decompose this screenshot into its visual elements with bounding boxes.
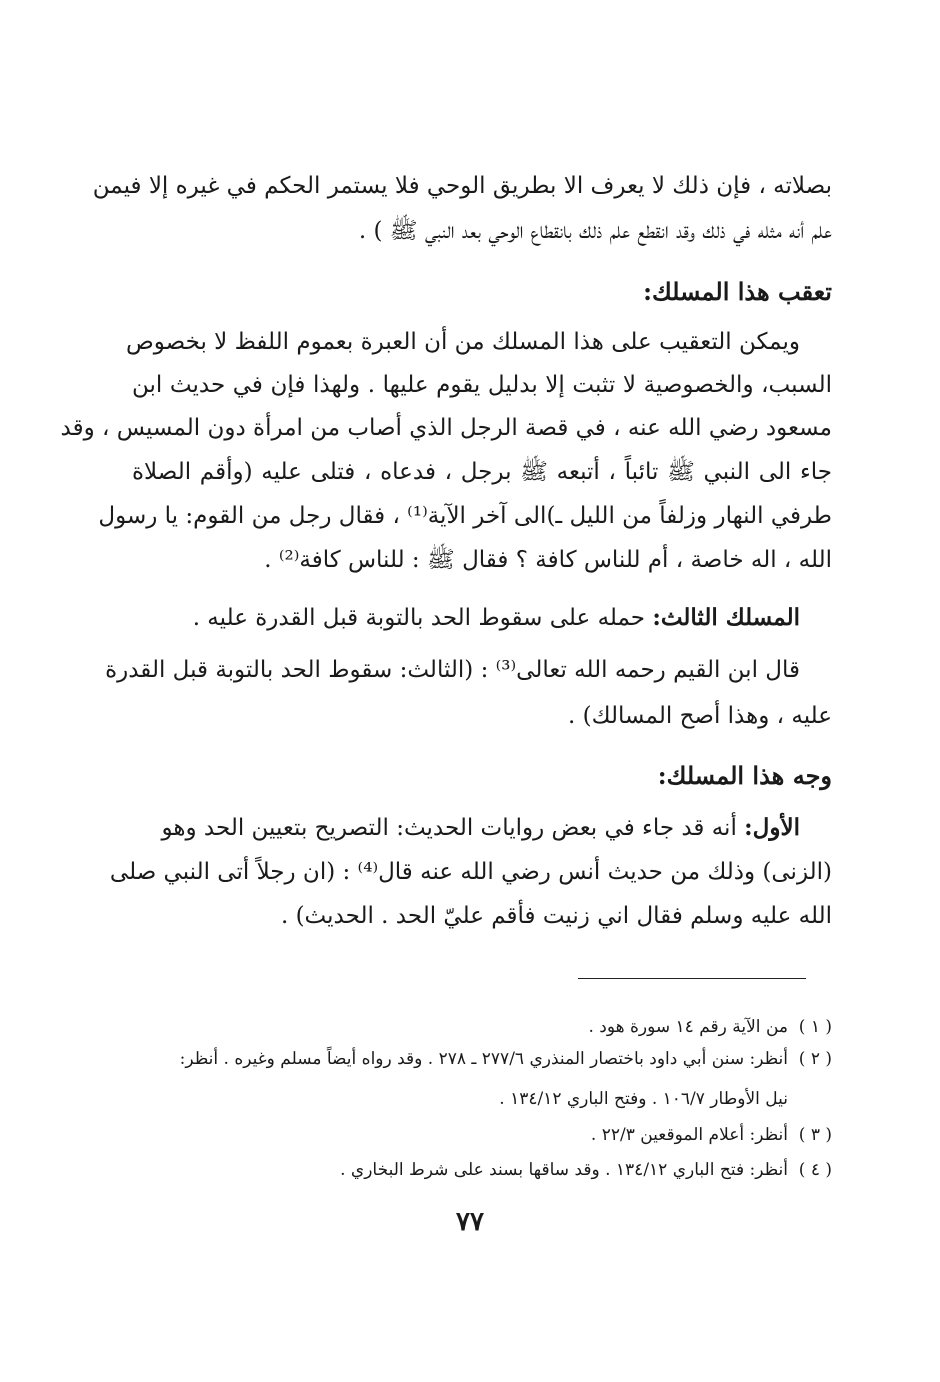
body-text-line: طرفي النهار وزلفاً من الليل ـ)الى آخر الآية⁽¹⁾ ، فقال رجل من القوم: يا رسول bbox=[98, 503, 832, 529]
footnote bbox=[132, 1155, 832, 1185]
body-text-line: بصلاته ، فإن ذلك لا يعرف الا بطريق الوحي فلا يستمر الحكم في غيره إلا فيمن bbox=[92, 173, 832, 199]
footnote bbox=[132, 1012, 832, 1042]
body-text-line bbox=[132, 598, 800, 638]
inline-text: حمله على سقوط الحد بالتوبة قبل القدرة عليه . bbox=[192, 605, 653, 631]
body-text-line: السبب، والخصوصية لا تثبت إلا بدليل يقوم عليها . ولهذا فإن في حديث ابن bbox=[132, 372, 832, 398]
page-number: ٧٧ bbox=[456, 1207, 484, 1237]
footnote-number: ( ١ ) bbox=[798, 1017, 832, 1037]
body-text-line: الله عليه وسلم فقال اني زنيت فأقم عليّ الحد . الحديث) . bbox=[280, 903, 832, 929]
footnote bbox=[132, 1120, 832, 1150]
footnote-text: من الآية رقم ١٤ سورة هود . bbox=[588, 1017, 788, 1037]
body-text-line: (الزنى) وذلك من حديث أنس رضي الله عنه قال⁽⁴⁾ : (ان رجلاً أتى النبي صلى bbox=[109, 859, 832, 885]
footnote-number: ( ٢ ) bbox=[798, 1049, 832, 1069]
body-text-line: عليه ، وهذا أصح المسالك) . bbox=[568, 703, 832, 729]
footnote-number: ( ٤ ) bbox=[798, 1160, 832, 1180]
section-heading: وجه هذا المسلك: bbox=[657, 761, 832, 790]
footnote-text: أنظر: أعلام الموقعين ٢٢/٣ . bbox=[590, 1125, 788, 1145]
inline-label: المسلك الثالث: bbox=[652, 604, 800, 631]
footnote-text: أنظر: فتح الباري ١٣٤/١٢ . وقد ساقها بسند على شرط البخاري . bbox=[340, 1160, 788, 1180]
body-text-line bbox=[132, 808, 800, 848]
body-text-line: ويمكن التعقيب على هذا المسلك من أن العبرة بعموم اللفظ لا بخصوص bbox=[125, 329, 800, 355]
footnote bbox=[132, 1044, 832, 1074]
body-text-line: الله ، اله خاصة ، أم للناس كافة ؟ فقال ﷺ : للناس كافة⁽²⁾ . bbox=[264, 547, 832, 573]
body-text-line: علم أنه مثله في ذلك وقد انقطع علم ذلك بانقطاع الوحي بعد النبي ﷺ ) . bbox=[358, 218, 832, 244]
footnote-text: نيل الأوطار ١٠٦/٧ . وفتح الباري ١٣٤/١٢ . bbox=[499, 1089, 788, 1109]
body-text-line: قال ابن القيم رحمه الله تعالى⁽³⁾ : (الثالث: سقوط الحد بالتوبة قبل القدرة bbox=[105, 657, 800, 683]
footnote-separator bbox=[578, 978, 806, 979]
footnote-number: ( ٣ ) bbox=[798, 1125, 832, 1145]
footnote bbox=[132, 1084, 832, 1114]
footnote-text: أنظر: سنن أبي داود باختصار المنذري ٢٧٧/٦ ـ ٢٧٨ . وقد رواه أيضاً مسلم وغيره . أنظر: bbox=[179, 1049, 788, 1069]
section-heading: تعقب هذا المسلك: bbox=[643, 277, 832, 306]
body-text-line: مسعود رضي الله عنه ، في قصة الرجل الذي أصاب من امرأة دون المسيس ، وقد bbox=[60, 415, 832, 441]
inline-label: الأول: bbox=[744, 814, 800, 841]
inline-text: أنه قد جاء في بعض روايات الحديث: التصريح بتعيين الحد وهو bbox=[161, 815, 745, 841]
body-text-line: جاء الى النبي ﷺ تائباً ، أتبعه ﷺ برجل ، فدعاه ، فتلى عليه (وأقم الصلاة bbox=[132, 459, 832, 485]
